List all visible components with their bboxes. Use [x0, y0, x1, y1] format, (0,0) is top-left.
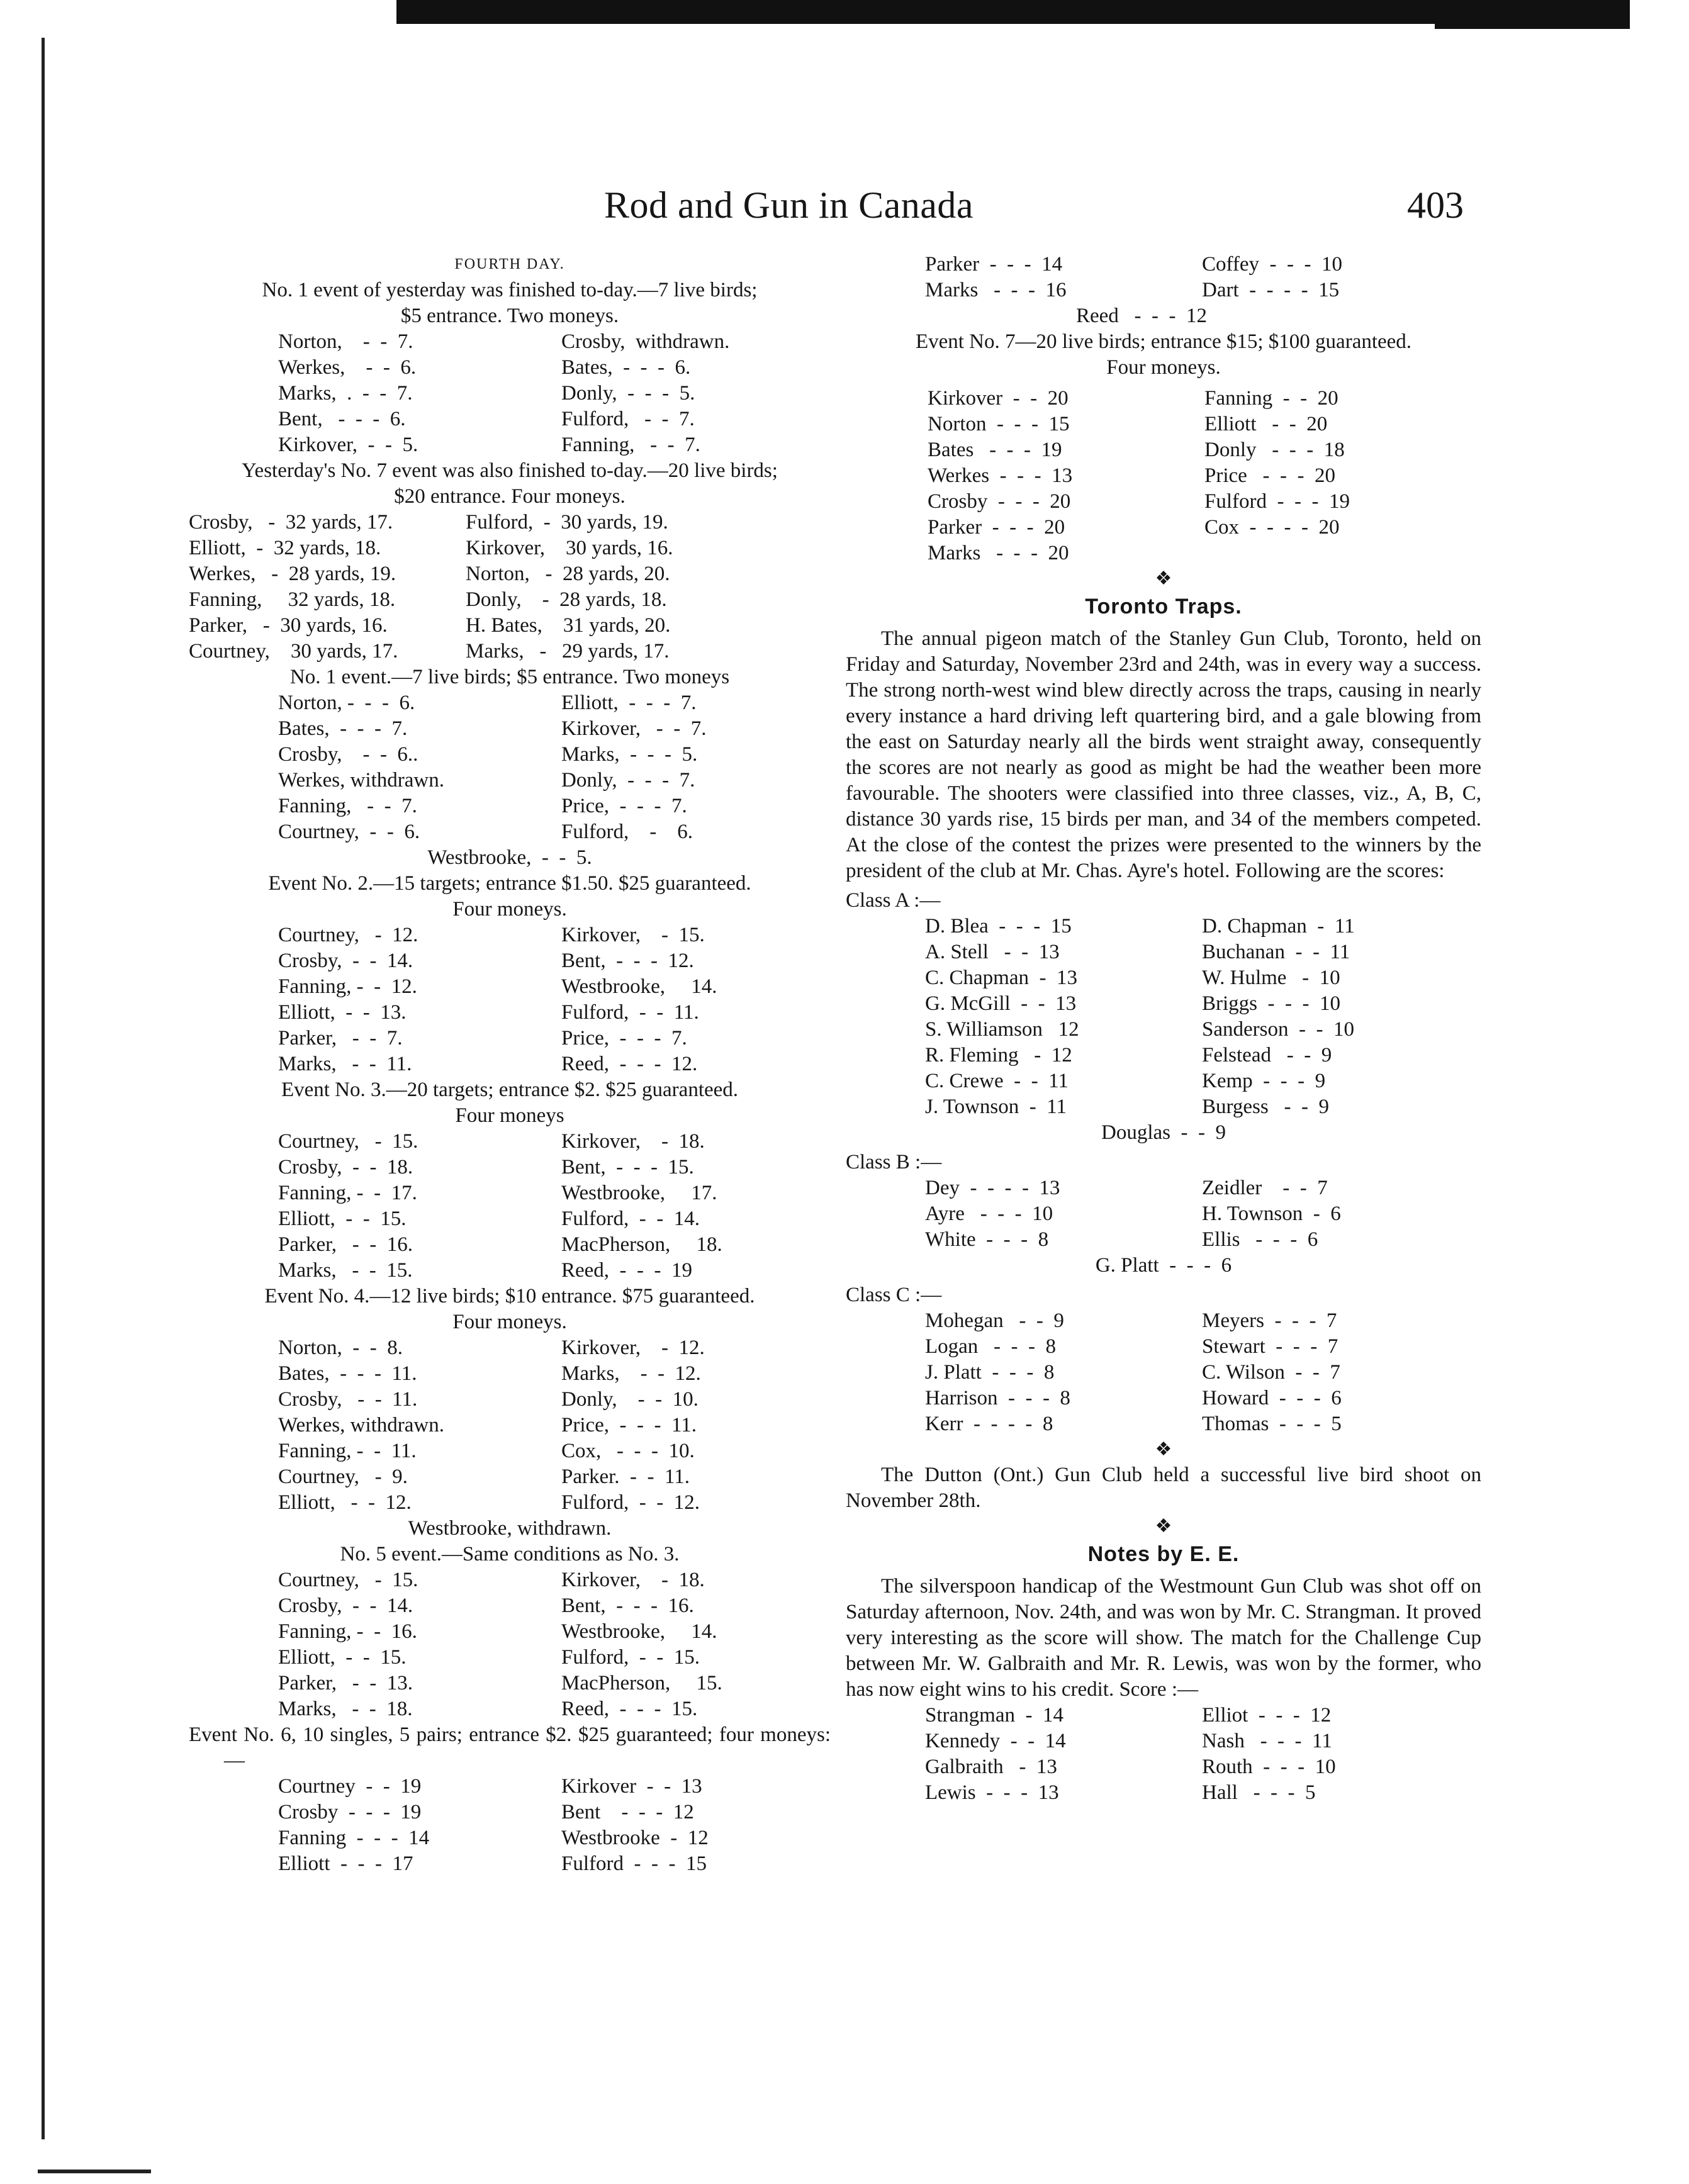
score-entry: Elliott, - 32 yards, 18.: [189, 537, 381, 559]
top-rule-cut: [396, 24, 1435, 31]
event-section: [189, 458, 831, 664]
score-entry: Elliott, - - 15.: [278, 1646, 407, 1669]
score-entry: Fulford, - - 12.: [561, 1491, 700, 1514]
score-entry: Elliott, - - 12.: [278, 1491, 412, 1514]
score-entry: Kirkover - - 13: [561, 1775, 702, 1798]
score-entry: Norton, - - - 6.: [278, 692, 415, 714]
continued-scores: [925, 252, 1481, 303]
score-entry: Fulford, - 6.: [561, 820, 693, 843]
class-a-solo: Douglas - - 9: [1101, 1121, 1226, 1144]
score-entry: Fulford, - 30 yards, 19.: [466, 511, 668, 534]
score-entry: MacPherson, 18.: [561, 1233, 722, 1256]
score-entry: Norton - - - 15: [928, 413, 1070, 435]
score-entry: Cox, - - - 10.: [561, 1440, 695, 1462]
event-intro-line: $20 entrance. Four moneys.: [394, 485, 626, 508]
score-entry: Elliott, - - - 7.: [561, 692, 697, 714]
notes-paragraph: The silverspoon handicap of the Westmount Gun Club was shot off on Saturday afternoon, Nov. 24th, and was won by Mr. C. Strangman. It proved very interesting as the score will show. The match for the Challenge Cup between Mr. W. Galbraith and Mr. R. Lewis, was won by the former, who has now eight wins to his credit. Score :—: [846, 1575, 1481, 1701]
score-entry: Parker - - - 14: [925, 253, 1063, 276]
score-entry: Mohegan - - 9: [925, 1309, 1064, 1332]
score-entry: Fulford, - - 14.: [561, 1207, 700, 1230]
class-b-solo: G. Platt - - - 6: [1095, 1254, 1232, 1277]
score-entry: Norton, - 28 yards, 20.: [466, 563, 670, 585]
score-entry: Norton, - - 8.: [278, 1336, 403, 1359]
event-intro-line: Event No. 6, 10 singles, 5 pairs; entrance $2. $25 guaranteed; four moneys:—: [189, 1723, 831, 1772]
score-entry: Courtney, - 9.: [278, 1465, 408, 1488]
score-entry: Bates, - - - 6.: [561, 356, 691, 379]
event-section: [189, 1722, 831, 1877]
score-entry: Thomas - - - 5: [1202, 1413, 1342, 1435]
right-column: [846, 252, 1481, 1806]
score-entry: Crosby, - - 14.: [278, 1594, 413, 1617]
score-entry: Parker. - - 11.: [561, 1465, 690, 1488]
left-column: [189, 252, 831, 1877]
score-entry: Bent, - - - 12.: [561, 949, 694, 972]
score-entry: Elliott, - - 13.: [278, 1001, 407, 1024]
class-a-scores: [925, 914, 1481, 1120]
score-table: [189, 510, 831, 664]
score-entry: Crosby - - - 19: [278, 1801, 422, 1823]
score-entry: Courtney, 30 yards, 17.: [189, 640, 398, 663]
score-entry: Marks, - - 18.: [278, 1698, 413, 1720]
score-entry: Fulford, - - 7.: [561, 408, 695, 430]
score-entry: Kirkover, 30 yards, 16.: [466, 537, 673, 559]
score-entry: Elliot - - - 12: [1202, 1704, 1332, 1727]
score-entry: Werkes, - - 6.: [278, 356, 417, 379]
dutton-paragraph: The Dutton (Ont.) Gun Club held a successful live bird shoot on November 28th.: [846, 1464, 1481, 1512]
event-intro-line: Four moneys: [455, 1104, 564, 1127]
score-entry: Price, - - - 7.: [561, 1027, 687, 1050]
score-entry: G. McGill - - 13: [925, 992, 1077, 1015]
score-entry: Coffey - - - 10: [1202, 253, 1343, 276]
event-intro-line: No. 1 event of yesterday was finished to-day.—7 live birds;: [262, 279, 758, 301]
section-ornament-2: ❖: [1155, 1439, 1172, 1460]
score-entry: Crosby, withdrawn.: [561, 330, 730, 353]
score-entry: White - - - 8: [925, 1228, 1049, 1251]
score-entry: C. Chapman - 13: [925, 966, 1077, 989]
score-entry: Crosby - - - 20: [928, 490, 1071, 513]
score-table: [278, 1129, 831, 1284]
score-entry: R. Fleming - 12: [925, 1044, 1072, 1067]
score-table: [278, 1335, 831, 1516]
score-entry: Elliott - - 20: [1204, 413, 1328, 435]
event-intro-line: Four moneys.: [452, 898, 567, 921]
score-entry: H. Bates, 31 yards, 20.: [466, 614, 671, 637]
event-section: [189, 664, 831, 871]
score-entry: Marks, - - 11.: [278, 1053, 412, 1075]
score-entry: Fanning - - - 14: [278, 1827, 430, 1849]
score-entry: C. Wilson - - 7: [1202, 1361, 1340, 1384]
score-entry: Kirkover, - 18.: [561, 1130, 705, 1153]
event-intro-line: No. 1 event.—7 live birds; $5 entrance. Two moneys: [289, 666, 730, 688]
score-entry: Donly - - - 18: [1204, 439, 1345, 461]
score-entry: Crosby, - 32 yards, 17.: [189, 511, 393, 534]
event-intro-line: Yesterday's No. 7 event was also finished to-day.—20 live birds;: [242, 459, 778, 482]
continued-solo: Reed - - - 12: [1075, 305, 1208, 327]
event7-intro-1: Event No. 7—20 live birds; entrance $15; $100 guaranteed.: [915, 330, 1412, 353]
score-entry: Donly, - - - 7.: [561, 769, 695, 792]
score-entry: Westbrooke, 17.: [561, 1182, 717, 1204]
notes-scores: [925, 1703, 1481, 1806]
score-entry: Price, - - - 7.: [561, 795, 687, 817]
score-entry: Fulford, - - 11.: [561, 1001, 699, 1024]
score-entry: Felstead - - 9: [1202, 1044, 1332, 1067]
score-entry: Reed, - - - 19: [561, 1259, 693, 1282]
score-entry: Werkes, withdrawn.: [278, 1414, 445, 1436]
score-table: [278, 1567, 831, 1722]
score-entry: Kirkover, - 15.: [561, 924, 705, 946]
score-entry: A. Stell - - 13: [925, 941, 1060, 963]
score-entry: Marks, - - 12.: [561, 1362, 701, 1385]
toronto-paragraph: The annual pigeon match of the Stanley Gun Club, Toronto, held on Friday and Saturday, November 23rd and 24th, was in every way a success. The strong north-west wind blew directly across the traps, causing in nearly every instance a hard driving left quartering bird, and a gale blowing from the east on Saturday nearly all the birds went straight away, consequently the scores are not nearly as good as might be had the weather been more favourable. The shooters were classified into three classes, viz., A, B, C, distance 30 yards rise, 15 birds per man, and 34 of the members competed. At the close of the contest the prizes were presented to the winners by the president of the club at Mr. Chas. Ayre's hotel. Following are the scores:: [846, 627, 1481, 882]
score-entry: C. Crewe - - 11: [925, 1070, 1069, 1092]
score-entry: Fanning, - - 12.: [278, 975, 417, 998]
score-table: [278, 329, 831, 458]
score-entry: Kirkover - - 20: [928, 387, 1069, 410]
score-entry: Ayre - - - 10: [925, 1202, 1053, 1225]
running-head: Rod and Gun in Canada: [604, 184, 974, 226]
bottom-rule: [38, 2170, 151, 2173]
score-entry: Kirkover, - - 7.: [561, 717, 707, 740]
score-entry: Fulford - - - 15: [561, 1852, 707, 1875]
score-entry: Sanderson - - 10: [1202, 1018, 1354, 1041]
score-entry: Fanning - - 20: [1204, 387, 1338, 410]
score-entry: Marks - - - 16: [925, 279, 1067, 301]
score-entry: Howard - - - 6: [1202, 1387, 1342, 1409]
score-entry: Bent, - - - 6.: [278, 408, 406, 430]
score-entry: Nash - - - 11: [1202, 1730, 1332, 1752]
score-entry: Harrison - - - 8: [925, 1387, 1070, 1409]
event-intro-line: Event No. 2.—15 targets; entrance $1.50. $25 guaranteed.: [268, 872, 751, 895]
score-entry: Courtney, - - 6.: [278, 820, 420, 843]
score-entry: Westbrooke, 14.: [561, 1620, 717, 1643]
score-entry-centered: Westbrooke, - - 5.: [427, 846, 592, 869]
score-entry: Parker - - - 20: [928, 516, 1065, 539]
score-entry: H. Townson - 6: [1202, 1202, 1341, 1225]
score-entry: J. Platt - - - 8: [925, 1361, 1055, 1384]
score-entry: Stewart - - - 7: [1202, 1335, 1338, 1358]
section-ornament-3: ❖: [1155, 1516, 1172, 1537]
score-entry: Bates, - - - 11.: [278, 1362, 417, 1385]
event-intro-line: Event No. 3.—20 targets; entrance $2. $25 guaranteed.: [281, 1078, 739, 1101]
score-entry: Norton, - - 7.: [278, 330, 413, 353]
class-a-label: Class A :—: [846, 889, 941, 912]
score-entry: Westbrooke, 14.: [561, 975, 717, 998]
score-entry: Fulford, - - 15.: [561, 1646, 700, 1669]
score-entry: Kemp - - - 9: [1202, 1070, 1326, 1092]
score-entry: Bent, - - - 15.: [561, 1156, 694, 1179]
score-entry: Parker, - 30 yards, 16.: [189, 614, 388, 637]
score-entry: Cox - - - - 20: [1204, 516, 1340, 539]
score-entry: [1204, 540, 1393, 566]
score-entry: Crosby, - - 18.: [278, 1156, 413, 1179]
page-number: 403: [1407, 184, 1464, 226]
event-section: [189, 871, 831, 1077]
event-section: [189, 1284, 831, 1542]
class-b-label: Class B :—: [846, 1151, 942, 1173]
score-entry: Briggs - - - 10: [1202, 992, 1340, 1015]
left-sections: [189, 277, 831, 1877]
score-entry: Parker, - - 13.: [278, 1672, 413, 1694]
event-intro-line: Event No. 4.—12 live birds; $10 entrance. $75 guaranteed.: [264, 1285, 755, 1308]
score-entry: Reed, - - - 12.: [561, 1053, 698, 1075]
score-entry: Werkes, withdrawn.: [278, 769, 445, 792]
event-intro-line: No. 5 event.—Same conditions as No. 3.: [340, 1543, 680, 1565]
event-intro-line: $5 entrance. Two moneys.: [400, 305, 619, 327]
score-entry: Bates, - - - 7.: [278, 717, 408, 740]
score-entry: Crosby, - - 14.: [278, 949, 413, 972]
day-heading: FOURTH DAY.: [454, 256, 565, 272]
score-entry: Elliott, - - 15.: [278, 1207, 407, 1230]
score-entry: Donly, - 28 yards, 18.: [466, 588, 667, 611]
score-entry: Galbraith - 13: [925, 1756, 1057, 1778]
score-entry: Werkes - - - 13: [928, 464, 1073, 487]
event-section: [189, 1542, 831, 1722]
score-entry: Dart - - - - 15: [1202, 279, 1340, 301]
score-entry: D. Chapman - 11: [1202, 915, 1355, 938]
score-entry: Reed, - - - 15.: [561, 1698, 698, 1720]
score-entry: Elliott - - - 17: [278, 1852, 413, 1875]
score-entry: Burgess - - 9: [1202, 1095, 1329, 1118]
score-entry: Marks - - - 20: [928, 542, 1069, 564]
score-table: [278, 1774, 831, 1877]
score-entry: Crosby, - - 11.: [278, 1388, 418, 1411]
score-entry: MacPherson, 15.: [561, 1672, 722, 1694]
score-entry: Kirkover, - 12.: [561, 1336, 705, 1359]
score-table: [278, 922, 831, 1077]
score-entry: Bates - - - 19: [928, 439, 1062, 461]
score-entry: Parker, - - 7.: [278, 1027, 403, 1050]
score-entry: Crosby, - - 6..: [278, 743, 418, 766]
section-ornament: ❖: [1155, 568, 1172, 589]
score-entry: Price - - - 20: [1204, 464, 1336, 487]
score-entry: Routh - - - 10: [1202, 1756, 1336, 1778]
score-entry: Kirkover, - 18.: [561, 1569, 705, 1591]
score-entry: Ellis - - - 6: [1202, 1228, 1318, 1251]
score-entry: Dey - - - - 13: [925, 1177, 1060, 1199]
score-entry: Fanning, - - 11.: [278, 1440, 417, 1462]
score-entry: Donly, - - - 5.: [561, 382, 695, 405]
score-entry: Kirkover, - - 5.: [278, 434, 418, 456]
score-entry-centered: Westbrooke, withdrawn.: [408, 1517, 612, 1540]
score-entry: S. Williamson 12: [925, 1018, 1079, 1041]
score-entry: Marks, - - - 5.: [561, 743, 698, 766]
score-entry: Courtney, - 12.: [278, 924, 418, 946]
class-b-scores: [925, 1175, 1481, 1253]
event-intro-line: Four moneys.: [452, 1311, 567, 1333]
score-entry: Courtney, - 15.: [278, 1569, 418, 1591]
score-entry: D. Blea - - - 15: [925, 915, 1072, 938]
score-entry: Logan - - - 8: [925, 1335, 1057, 1358]
score-entry: Kennedy - - 14: [925, 1730, 1066, 1752]
score-entry: Werkes, - 28 yards, 19.: [189, 563, 396, 585]
score-entry: Marks, - 29 yards, 17.: [466, 640, 670, 663]
score-entry: Zeidler - - 7: [1202, 1177, 1328, 1199]
score-entry: Bent - - - 12: [561, 1801, 694, 1823]
score-entry: Buchanan - - 11: [1202, 941, 1350, 963]
event7-scores: [928, 386, 1481, 566]
event-section: [189, 277, 831, 458]
score-entry: Lewis - - - 13: [925, 1781, 1059, 1804]
score-entry: Kerr - - - - 8: [925, 1413, 1053, 1435]
score-entry: Fanning, - - 7.: [561, 434, 700, 456]
score-entry: Hall - - - 5: [1202, 1781, 1316, 1804]
score-entry: Fanning, - - 17.: [278, 1182, 417, 1204]
class-c-label: Class C :—: [846, 1284, 942, 1306]
notes-heading: Notes by E. E.: [1087, 1542, 1240, 1566]
toronto-heading: Toronto Traps.: [1085, 595, 1242, 619]
class-c-scores: [925, 1308, 1481, 1437]
score-entry: Price, - - - 11.: [561, 1414, 697, 1436]
score-entry: J. Townson - 11: [925, 1095, 1067, 1118]
score-entry: Fanning, - - 16.: [278, 1620, 417, 1643]
event7-intro-2: Four moneys.: [1106, 356, 1221, 379]
score-entry: Courtney, - 15.: [278, 1130, 418, 1153]
score-entry: Fulford - - - 19: [1204, 490, 1350, 513]
event-section: [189, 1077, 831, 1284]
score-entry: Marks, . - - 7.: [278, 382, 413, 405]
score-entry: Fanning, - - 7.: [278, 795, 417, 817]
score-entry: Westbrooke - 12: [561, 1827, 709, 1849]
score-entry: Fanning, 32 yards, 18.: [189, 588, 396, 611]
score-entry: Courtney - - 19: [278, 1775, 422, 1798]
score-entry: Marks, - - 15.: [278, 1259, 413, 1282]
score-entry: W. Hulme - 10: [1202, 966, 1340, 989]
left-binding-rule: [42, 38, 45, 2139]
score-entry: Donly, - - 10.: [561, 1388, 699, 1411]
score-entry: Parker, - - 16.: [278, 1233, 413, 1256]
score-entry: Strangman - 14: [925, 1704, 1063, 1727]
score-entry: Meyers - - - 7: [1202, 1309, 1337, 1332]
score-table: [278, 690, 831, 845]
score-entry: Bent, - - - 16.: [561, 1594, 694, 1617]
